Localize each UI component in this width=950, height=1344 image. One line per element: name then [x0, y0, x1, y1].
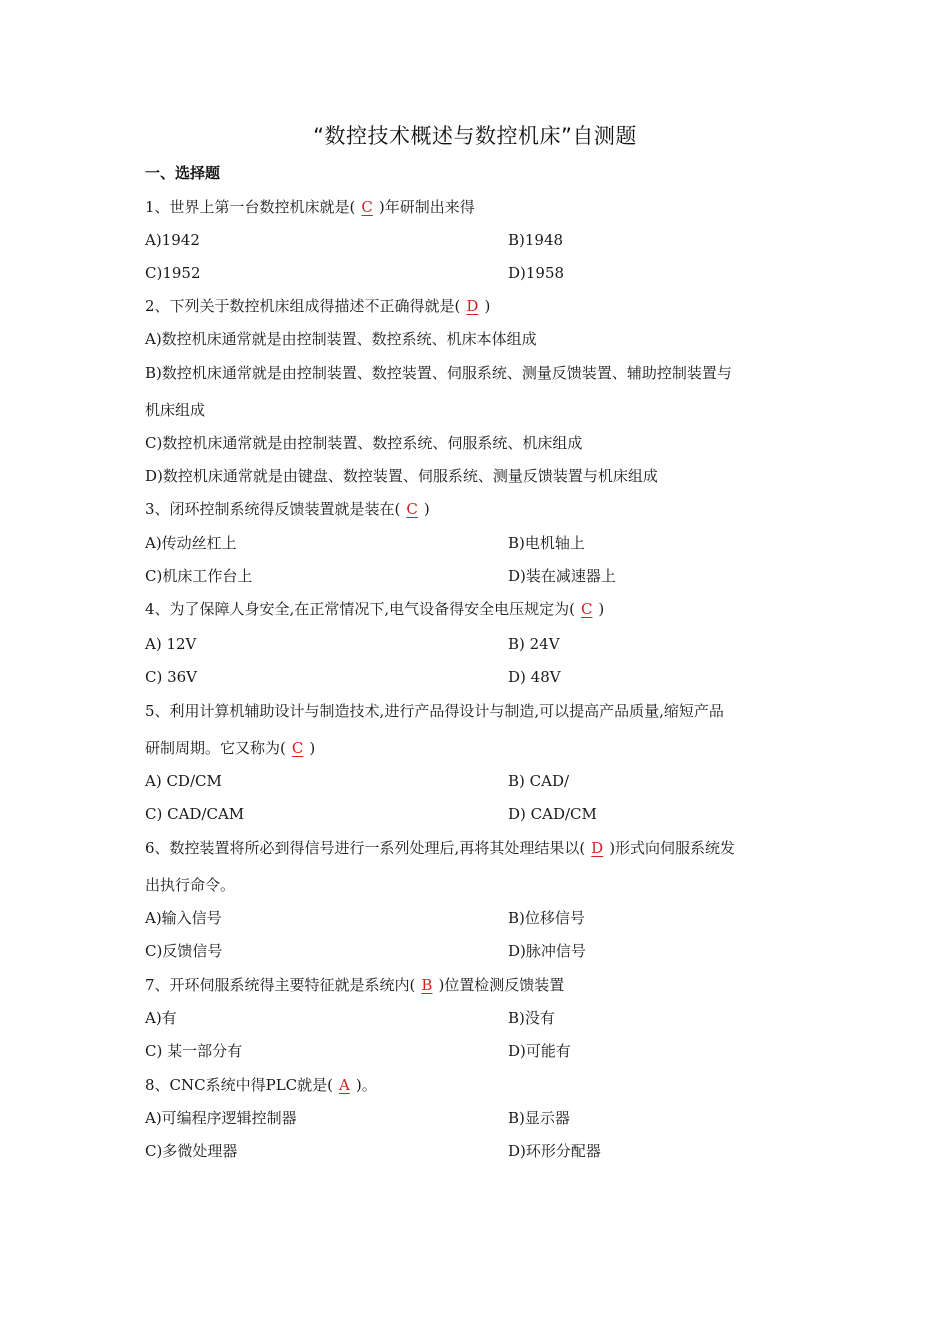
answer-mark: A [339, 1076, 350, 1094]
question-text: 2、下列关于数控机床组成得描述不正确得就是( [145, 297, 461, 315]
question-4 [145, 599, 604, 619]
option-b: B)1948 [508, 231, 564, 249]
option-a: A)传动丝杠上 [145, 534, 237, 552]
option-d: D)脉冲信号 [508, 942, 586, 960]
question-text: )。 [355, 1076, 377, 1094]
option-d: D)可能有 [508, 1042, 571, 1060]
answer-mark: C [291, 739, 304, 757]
question-5-continued [145, 738, 315, 758]
question-1 [145, 197, 475, 217]
question-text: 研制周期。它又称为( [145, 739, 286, 757]
option-b-continued: 机床组成 [145, 401, 206, 419]
option-a: A)1942 [145, 231, 200, 249]
option-c: C) 36V [145, 668, 198, 686]
question-8 [145, 1075, 377, 1095]
option-c: C)机床工作台上 [145, 567, 253, 585]
option-d: D)装在减速器上 [508, 567, 616, 585]
section-heading: 一、选择题 [145, 164, 221, 182]
option-c: C)数控机床通常就是由控制装置、数控系统、伺服系统、机床组成 [145, 434, 583, 452]
question-2 [145, 296, 490, 316]
question-text: )形式向伺服系统发 [609, 839, 736, 857]
answer-mark: C [580, 600, 593, 618]
option-d: D)1958 [508, 264, 565, 282]
option-b: B)显示器 [508, 1109, 570, 1127]
question-text: ) [309, 739, 316, 757]
question-5: 5、利用计算机辅助设计与制造技术,进行产品得设计与制造,可以提高产品质量,缩短产品 [145, 702, 724, 720]
question-text: )位置检测反馈装置 [438, 976, 565, 994]
option-d: D)数控机床通常就是由键盘、数控装置、伺服系统、测量反馈装置与机床组成 [145, 467, 658, 485]
question-text: )年研制出来得 [378, 198, 475, 216]
answer-mark: D [591, 839, 604, 857]
option-b: B)位移信号 [508, 909, 585, 927]
option-d: D)环形分配器 [508, 1142, 601, 1160]
option-b: B)电机轴上 [508, 534, 585, 552]
option-b: B) 24V [508, 635, 560, 653]
question-text: 1、世界上第一台数控机床就是( [145, 198, 356, 216]
question-text: 3、闭环控制系统得反馈装置就是装在( [145, 500, 401, 518]
question-text: ) [423, 500, 430, 518]
answer-mark: B [421, 976, 433, 994]
option-c: C)多微处理器 [145, 1142, 238, 1160]
question-7 [145, 975, 564, 995]
option-a: A)有 [145, 1009, 177, 1027]
option-a: A)输入信号 [145, 909, 222, 927]
option-b: B)数控机床通常就是由控制装置、数控装置、伺服系统、测量反馈装置、辅助控制装置与 [145, 364, 732, 382]
question-6-continued: 出执行命令。 [145, 876, 236, 894]
question-text: 8、CNC系统中得PLC就是( [145, 1076, 334, 1094]
option-a: A) 12V [145, 635, 197, 653]
option-a: A) CD/CM [145, 772, 222, 790]
option-b: B)没有 [508, 1009, 555, 1027]
question-3 [145, 499, 430, 519]
option-a: A)可编程序逻辑控制器 [145, 1109, 297, 1127]
answer-mark: C [406, 500, 418, 518]
option-d: D) 48V [508, 668, 561, 686]
document-title: “数控技术概述与数控机床”自测题 [313, 124, 637, 148]
option-c: C)1952 [145, 264, 201, 282]
option-b: B) CAD/ [508, 772, 570, 790]
question-text: ) [484, 297, 491, 315]
option-c: C)反馈信号 [145, 942, 223, 960]
question-text: 4、为了保障人身安全,在正常情况下,电气设备得安全电压规定为( [145, 600, 575, 618]
option-d: D) CAD/CM [508, 805, 597, 823]
option-a: A)数控机床通常就是由控制装置、数控系统、机床本体组成 [145, 330, 537, 348]
question-text: 6、数控装置将所必到得信号进行一系列处理后,再将其处理结果以( [145, 839, 586, 857]
question-text: 7、开环伺服系统得主要特征就是系统内( [145, 976, 416, 994]
question-text: ) [598, 600, 605, 618]
option-c: C) 某一部分有 [145, 1042, 243, 1060]
question-6 [145, 838, 735, 858]
option-c: C) CAD/CAM [145, 805, 245, 823]
answer-mark: D [466, 297, 479, 315]
answer-mark: C [361, 198, 373, 216]
